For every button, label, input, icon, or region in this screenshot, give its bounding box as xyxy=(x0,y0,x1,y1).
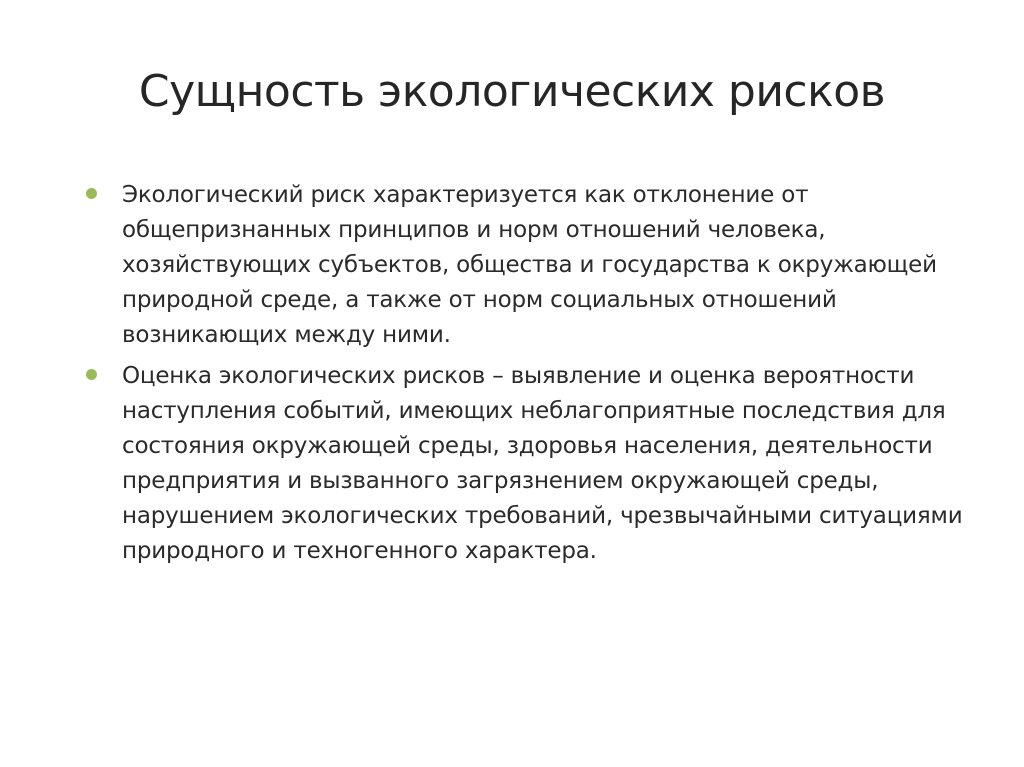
bullet-item xyxy=(86,178,986,353)
bullet-text: Экологический риск характеризуется как отклонение от общепризнанных принципов и норм отношений человека, хозяйствующих субъектов, общества и государства к окружающей природной среде, а также от норм социальных отношений возникающих между ними. xyxy=(122,182,937,348)
slide-title: Сущность экологических рисков xyxy=(138,66,886,117)
bullet-dot-icon xyxy=(86,188,97,199)
bullet-item xyxy=(86,359,986,569)
bullet-dot-icon xyxy=(86,369,97,380)
bullet-text: Оценка экологических рисков – выявление и оценка вероятности наступления событий, имеющих неблагоприятные последствия для состояния окружающей среды, здоровья населения, деятельности предприятия и вызванного загрязнением окружающей среды, нарушением экологических требований, чрезвычайными ситуациями природного и техногенного характера. xyxy=(122,363,963,564)
bullet-list xyxy=(86,178,986,575)
